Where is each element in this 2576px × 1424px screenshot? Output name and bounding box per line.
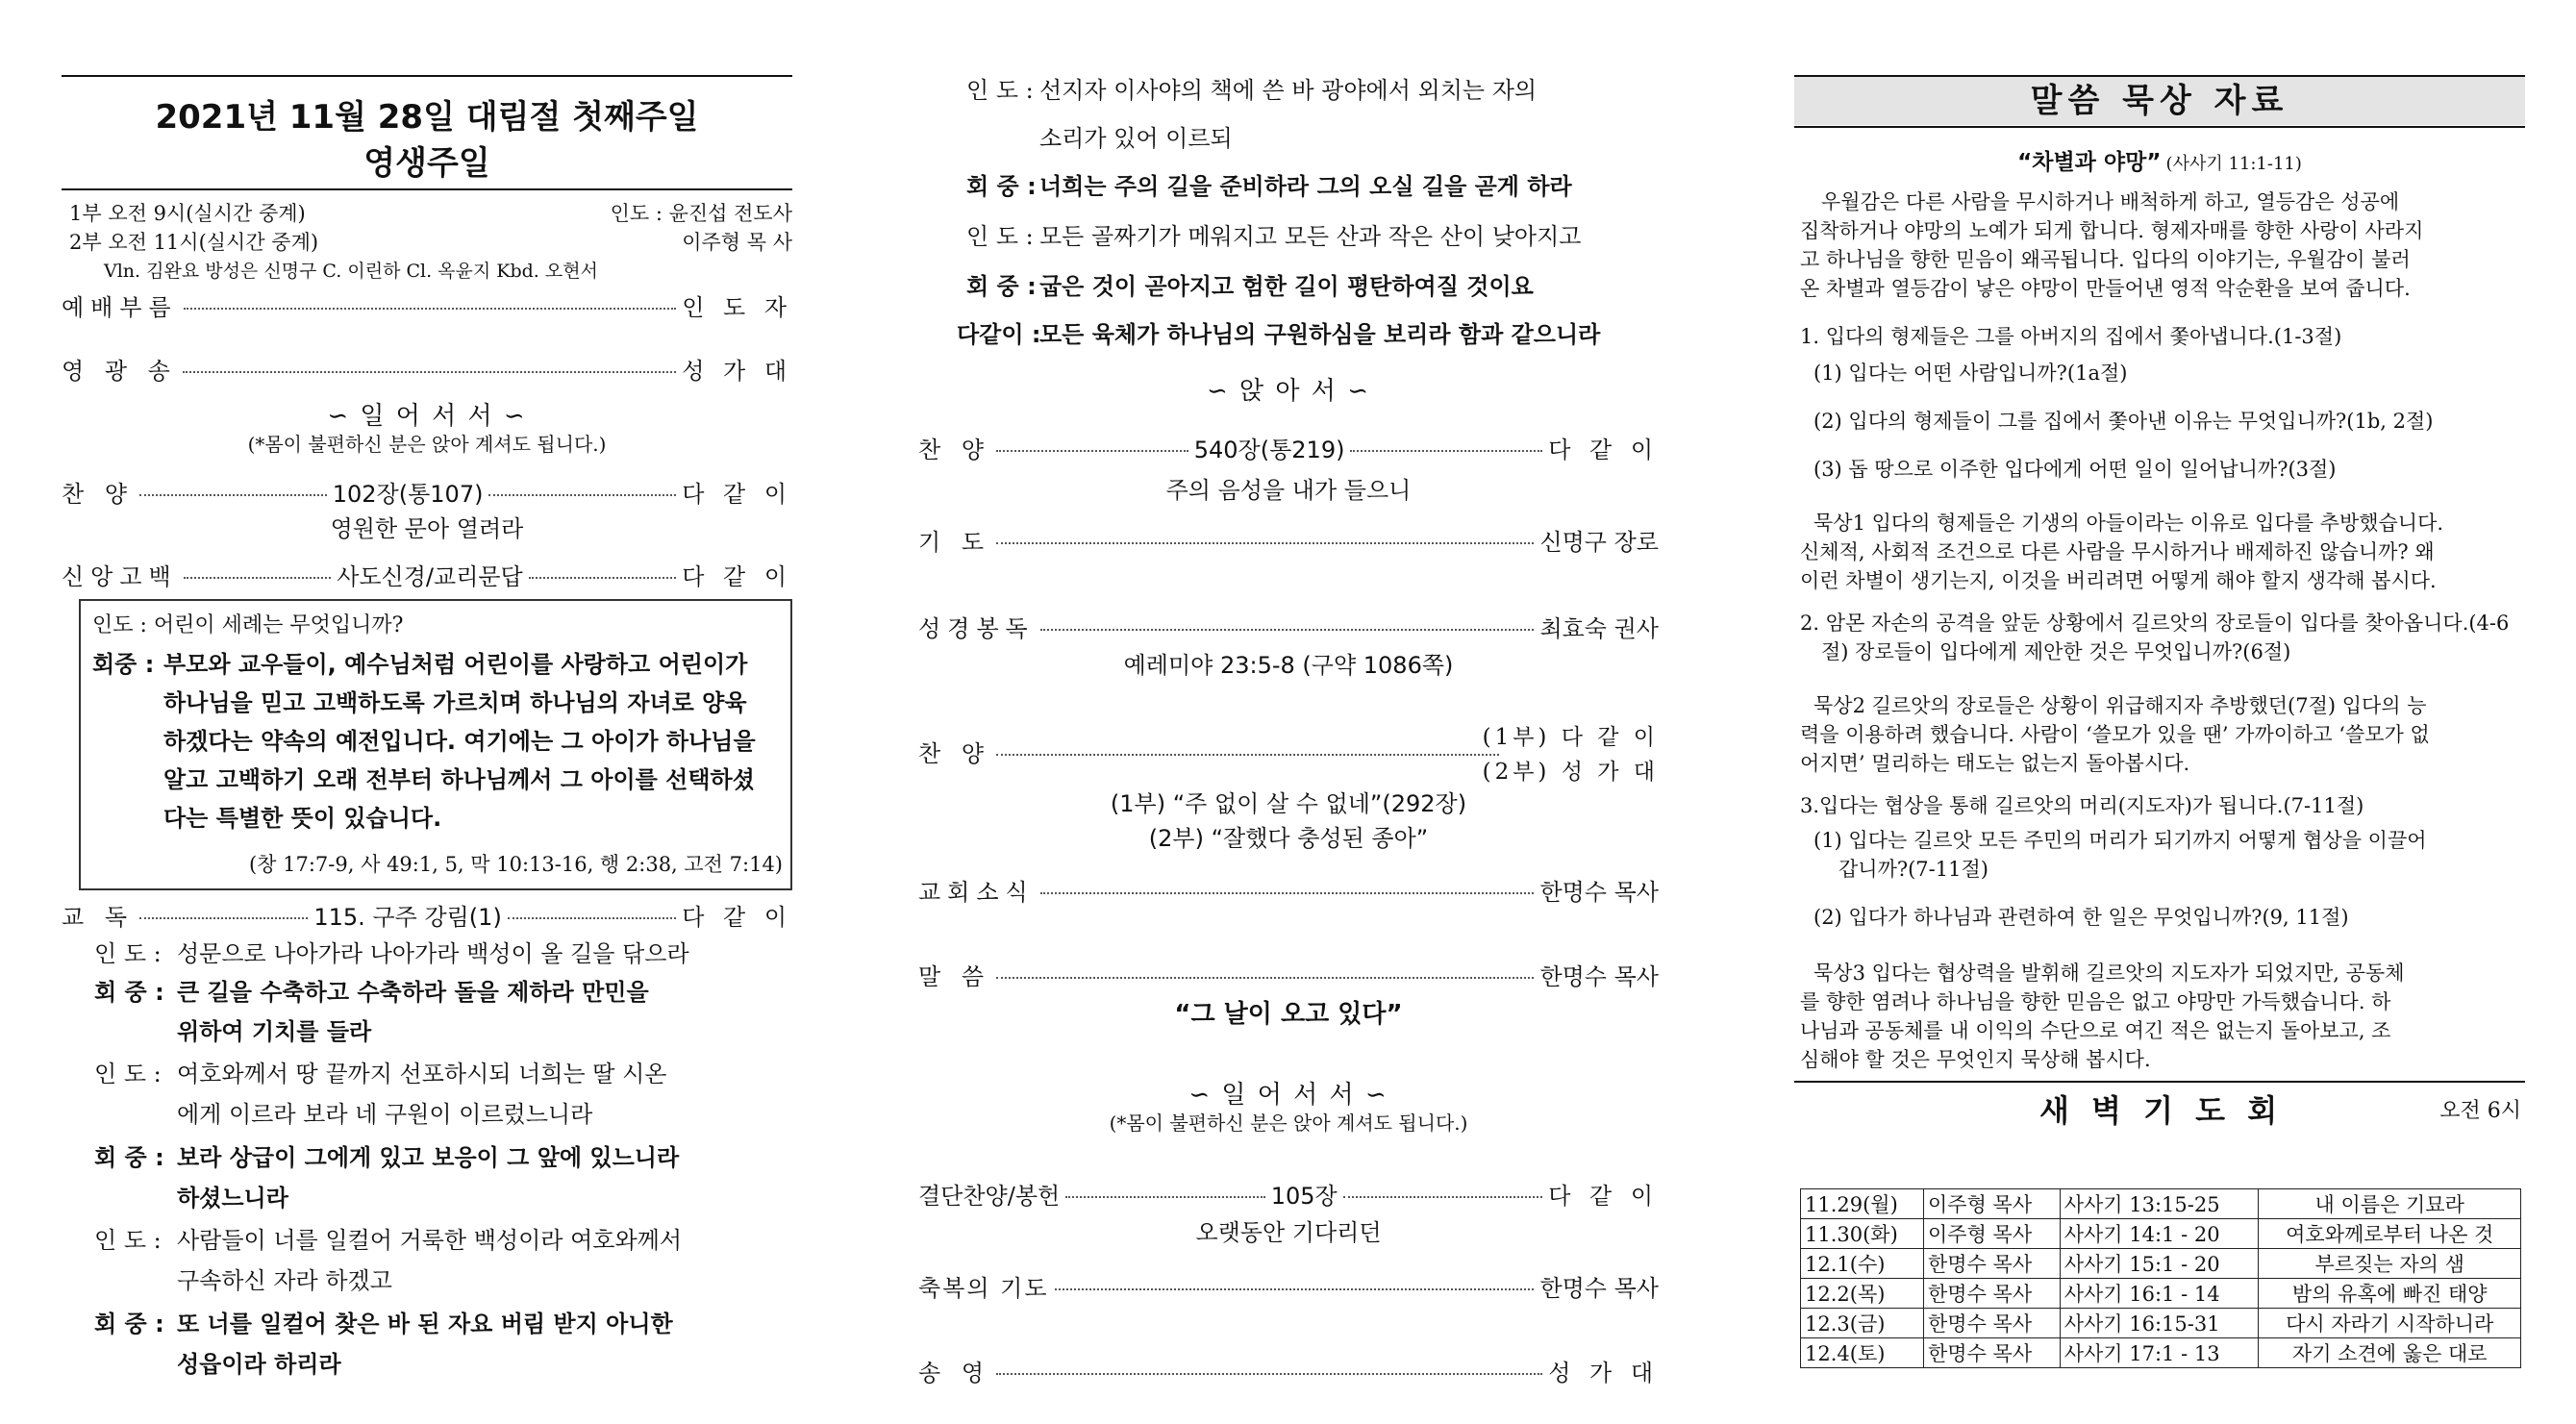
question-3b: (2) 입다가 하나님과 관련하여 한 일은 무엇입니까?(9, 11절) [1813,906,2349,929]
meditation-1-line: 묵상1 입다의 형제들은 기생의 아들이라는 이유로 입다를 추방했습니다. [1813,512,2444,535]
preacher-cell: 한명수 목사 [1924,1309,2061,1338]
reading-line: 성문으로 나아가라 나아가라 백성이 올 길을 닦으라 [177,940,689,967]
leader-dots [996,977,1534,979]
offering-hymn-title: 오랫동안 기다리던 [1195,1219,1382,1246]
order-responsive-reading [62,898,792,932]
meditation-3-line: 심해야 할 것은 무엇인지 묵상해 봅시다. [1800,1048,2151,1071]
order-right: 한명수 목사 [1539,879,1659,906]
passage-cell: 사사기 14:1 - 20 [2060,1219,2259,1249]
reading-line: 구속하신 자라 하겠고 [177,1267,392,1294]
date-cell: 11.29(월) [1801,1189,1924,1219]
stand-up-note: (*몸이 불편하신 분은 앉아 계셔도 됩니다.) [247,433,607,456]
creed-name: 사도신경/교리문답 [337,563,523,590]
topic-cell: 여호와께로부터 나온 것 [2259,1219,2521,1249]
intro-line: 집착하거나 야망의 노예가 되게 합니다. 형제자매를 향한 사랑이 사라지 [1800,219,2424,242]
order-announcements [918,873,1659,907]
question-3a-line: 갑니까?(7-11절) [1838,858,1988,881]
answer-line: 다는 특별한 뜻이 있습니다. [163,805,442,832]
leader-dots [996,1373,1542,1375]
answer-line: 하겠다는 약속의 예전입니다. 여기에는 그 아이가 하나님을 [163,728,756,755]
catechism-reference: (창 17:7-9, 사 49:1, 5, 막 10:13-16, 행 2:38, 고전 7:14) [248,853,783,876]
passage-cell: 사사기 16:15-31 [2060,1309,2259,1338]
stand-up-instruction: ∽ 일 어 서 서 ∽ [1188,1081,1388,1110]
subtitle-reference: (사사기 11:1-11) [2165,154,2302,174]
preacher-cell: 한명수 목사 [1924,1338,2061,1368]
leader-dots [996,450,1188,452]
order-right: 인 도 자 [682,294,792,321]
service2-leader: 이주형 목 사 [682,231,792,254]
preacher-cell: 한명수 목사 [1924,1279,2061,1309]
question-3: 3.입다는 협상을 통해 길르앗의 머리(지도자)가 됩니다.(7-11절) [1800,794,2364,817]
anthem-leader-1: (1부) 다 같 이 [1482,725,1659,750]
reading-line: 위하여 기치를 들라 [177,1018,372,1045]
question-text: 어린이 세례는 무엇입니까? [153,613,404,637]
topic-cell: 다시 자라기 시작하니라 [2259,1309,2521,1338]
offering-hymn: 105장 [1270,1183,1338,1210]
anthem-leader-2: (2부) 성 가 대 [1482,760,1659,785]
speaker-label: 인 도 : [94,1061,162,1087]
leader-dots [1350,450,1542,452]
order-call-to-worship [62,288,792,322]
leader-dots [1343,1196,1543,1198]
leader-dots [488,494,676,496]
order-label: 송 영 [918,1360,990,1387]
speaker-label: 회 중 : [966,173,1037,200]
reading-line: 성읍이라 하리라 [177,1351,341,1378]
bulletin-subtitle: 영생주일 [363,144,490,183]
table-row [1801,1338,2521,1368]
hymn-number: 102장(통107) [332,481,484,508]
stand-up-note: (*몸이 불편하신 분은 앉아 계셔도 됩니다.) [1109,1112,1468,1135]
reading-line: 모든 골짜기가 메워지고 모든 산과 작은 산이 낮아지고 [1039,223,1582,250]
dawn-prayer-rule [1794,1081,2525,1083]
order-right: 다 같 이 [682,904,792,931]
intro-line: 고 하나님을 향한 믿음이 왜곡됩니다. 입다의 이야기는, 우월감이 불러 [1800,248,2411,271]
meditation-bottom-rule [1794,126,2525,128]
reading-line: 너희는 주의 길을 준비하라 그의 오실 길을 곧게 하라 [1039,173,1572,200]
question-1b: (2) 입다의 형제들이 그를 집에서 쫓아낸 이유는 무엇입니까?(1b, 2절) [1813,410,2434,433]
leader-dots [139,917,308,919]
preacher-cell: 이주형 목사 [1924,1189,2061,1219]
title-top-rule [62,75,792,77]
answer-line: 하나님을 믿고 고백하도록 가르치며 하나님의 자녀로 양육 [163,689,747,716]
hymn-number: 540장(통219) [1193,437,1345,463]
reading-line: 여호와께서 땅 끝까지 선포하시되 너희는 딸 시온 [177,1061,667,1087]
leader-dots [184,577,331,579]
question-3a-line: (1) 입다는 길르앗 모든 주민의 머리가 되기까지 어떻게 협상을 이끌어 [1813,829,2427,852]
date-cell: 11.30(화) [1801,1219,1924,1249]
order-label: 축복의 기도 [918,1275,1049,1302]
order-right: 다 같 이 [1548,437,1659,463]
speaker-label: 인 도 : [94,1227,162,1254]
topic-cell: 내 이름은 기묘라 [2259,1189,2521,1219]
speaker-label: 회 중 : [94,1311,164,1337]
topic-cell: 부르짖는 자의 샘 [2259,1249,2521,1279]
order-postlude [918,1354,1659,1387]
order-label: 교회소식 [918,879,1035,906]
reading-line: 선지자 이사야의 책에 쓴 바 광야에서 외치는 자의 [1039,77,1538,104]
leader-dots [508,917,676,919]
leader-dots [1055,1288,1535,1290]
answer-line: 부모와 교우들이, 예수님처럼 어린이를 사랑하고 어린이가 [163,651,748,678]
service1-time: 1부 오전 9시(실시간 중계) [69,202,306,225]
anthem-song-2: (2부) “잘했다 충성된 종아” [1148,825,1429,852]
meditation-title: 말씀 묵상 자료 [1794,77,2525,125]
leader-dots [139,494,327,496]
reading-line: 굽은 것이 곧아지고 험한 길이 평탄하여질 것이요 [1039,273,1534,300]
meditation-2-line: 어지면’ 멀리하는 태도는 없는지 돌아봅시다. [1800,752,2190,775]
meditation-subtitle [1794,144,2525,176]
bulletin-title: 2021년 11월 28일 대림절 첫째주일 [155,98,699,137]
topic-cell: 밤의 유혹에 빠진 태양 [2259,1279,2521,1309]
speaker-label: 인도 : [92,613,147,637]
meditation-3-line: 를 향한 염려나 하나님을 향한 믿음은 없고 야망만 가득했습니다. 하 [1800,990,2391,1013]
meditation-2-line: 묵상2 길르앗의 장로들은 상황이 위급해지자 추방했던(7절) 입다의 능 [1813,694,2427,717]
leader-dots [529,577,676,579]
meditation-3-line: 묵상3 입다는 협상력을 발휘해 길르앗의 지도자가 되었지만, 공동체 [1813,962,2405,985]
order-label: 말 씀 [918,963,990,990]
table-row [1801,1279,2521,1309]
reading-line: 또 너를 일컬어 찾은 바 된 자요 버림 받지 아니한 [177,1311,673,1337]
meditation-2-line: 력을 이용하려 했습니다. 사람이 ‘쓸모가 있을 땐’ 가까이하고 ‘쓸모가 없 [1800,723,2430,746]
preacher-cell: 한명수 목사 [1924,1249,2061,1279]
table-row [1801,1309,2521,1338]
speaker-label: 다같이 : [957,321,1041,348]
question-1c: (3) 돕 땅으로 이주한 입다에게 어떤 일이 일어납니까?(3절) [1813,458,2337,481]
speaker-label: 인 도 : [966,77,1034,104]
speaker-label: 회 중 : [94,979,164,1006]
stand-up-instruction: ∽ 일 어 서 서 ∽ [327,402,527,431]
date-cell: 12.1(수) [1801,1249,1924,1279]
order-sermon [918,958,1659,991]
order-hymn [62,475,792,509]
reading-line: 보라 상급이 그에게 있고 보응이 그 앞에 있느니라 [177,1144,680,1171]
meditation-3-line: 나님과 공동체를 내 이익의 수단으로 여긴 적은 없는지 돌아보고, 조 [1800,1019,2391,1042]
order-right: 신명구 장로 [1539,529,1659,556]
hymn-title: 영원한 문아 열려라 [330,515,524,542]
sermon-title: “그 날이 오고 있다” [1174,1000,1403,1029]
reading-line: 모든 육체가 하나님의 구원하심을 보리라 함과 같으니라 [1039,321,1601,348]
leader-dots [183,371,676,373]
leader-dots [996,542,1534,544]
sit-down-instruction: ∽ 앉 아 서 ∽ [1207,377,1370,406]
order-label: 성경봉독 [918,615,1035,642]
order-right: 한명수 목사 [1539,1275,1659,1302]
reading-line: 소리가 있어 이르되 [1039,125,1233,152]
speaker-label: 회 중 : [94,1144,164,1171]
order-offering [918,1177,1659,1211]
leader-dots [184,308,676,310]
dawn-prayer-time: 오전 6시 [2439,1099,2521,1123]
order-right: 성 가 대 [1548,1360,1659,1387]
question-1: 1. 입다의 형제들은 그를 아버지의 집에서 쫓아냅니다.(1-3절) [1800,325,2342,348]
order-label: 신앙고백 [62,563,178,590]
question-2-line: 2. 암몬 자손의 공격을 앞둔 상황에서 길르앗의 장로들이 입다를 찾아옵니다.(4-6 [1800,612,2510,635]
reading-title: 115. 구주 강림(1) [313,904,502,931]
title-bottom-rule [62,188,792,190]
date-cell: 12.3(금) [1801,1309,1924,1338]
speaker-label: 인 도 : [966,223,1034,250]
hymn-title: 주의 음성을 내가 들으니 [1165,477,1412,504]
speaker-label: 회중 : [92,651,155,678]
catechism-box [79,599,792,890]
date-cell: 12.2(목) [1801,1279,1924,1309]
dawn-prayer-table [1800,1188,2521,1368]
musicians: Vln. 김완요 방성은 신명구 C. 이린하 Cl. 옥윤지 Kbd. 오현서 [104,261,598,282]
question-2-line: 절) 장로들이 입다에게 제안한 것은 무엇입니까?(6절) [1821,640,2291,663]
order-right: 한명수 목사 [1539,963,1659,990]
leader-dots [996,754,1499,756]
order-label: 찬 양 [62,481,134,508]
leader-dots [1065,1196,1265,1198]
topic-cell: 자기 소견에 옳은 대로 [2259,1338,2521,1368]
anthem-song-1: (1부) “주 없이 살 수 없네”(292장) [1110,790,1467,817]
meditation-1-line: 이런 차별이 생기는지, 이것을 버리려면 어떻게 해야 할지 생각해 봅시다. [1800,569,2437,592]
order-benediction [918,1269,1659,1303]
left-column [62,0,792,1424]
speaker-label: 회 중 : [966,273,1037,300]
order-label: 찬 양 [918,740,990,767]
passage-cell: 사사기 16:1 - 14 [2060,1279,2259,1309]
meditation-1-line: 신체적, 사회적 조건으로 다른 사람을 무시하거나 배제하진 않습니까? 왜 [1800,540,2435,563]
leader-dots [1040,892,1535,894]
order-label: 결단찬양/봉헌 [918,1183,1061,1210]
passage-cell: 사사기 15:1 - 20 [2060,1249,2259,1279]
table-row [1801,1249,2521,1279]
table-row [1801,1189,2521,1219]
order-right: 다 같 이 [1548,1183,1660,1210]
order-scripture [918,610,1659,643]
reading-line: 사람들이 너를 일컬어 거룩한 백성이라 여호와께서 [177,1227,683,1254]
subtitle-text: “차별과 야망” [2017,150,2162,175]
dawn-prayer-title: 새 벽 기 도 회 [2039,1092,2284,1129]
order-gloria [62,352,792,386]
reading-line: 에게 이르라 보라 네 구원이 이르렀느니라 [177,1101,593,1128]
preacher-cell: 이주형 목사 [1924,1219,2061,1249]
order-prayer [918,523,1659,557]
order-right: 최효숙 권사 [1539,615,1659,642]
order-right: 다 같 이 [682,563,792,590]
intro-line: 우월감은 다른 사람을 무시하거나 배척하게 하고, 열등감은 성공에 [1821,190,2400,213]
passage-cell: 사사기 13:15-25 [2060,1189,2259,1219]
service2-time: 2부 오전 11시(실시간 중계) [69,231,319,254]
catechism-question [92,609,403,638]
right-column [1794,0,2525,1424]
scripture-reference: 예레미야 23:5-8 (구약 1086쪽) [1123,652,1454,679]
leader-dots [1040,629,1535,631]
middle-column [918,0,1659,1424]
order-label: 교 독 [62,904,134,931]
question-1a: (1) 입다는 어떤 사람입니까?(1a절) [1813,362,2128,385]
order-right: 성 가 대 [682,358,792,385]
order-hymn [918,431,1659,464]
service1-leader: 인도 : 윤진섭 전도사 [610,202,792,225]
answer-line: 알고 고백하기 오래 전부터 하나님께서 그 아이를 선택하셨 [163,766,755,793]
date-cell: 12.4(토) [1801,1338,1924,1368]
order-label: 찬 양 [918,437,990,463]
intro-line: 온 차별과 열등감이 낳은 야망이 만들어낸 영적 악순환을 보여 줍니다. [1800,277,2411,300]
order-label: 영 광 송 [62,358,177,385]
table-row [1801,1219,2521,1249]
reading-line: 큰 길을 수축하고 수축하라 돌을 제하라 만민을 [177,979,649,1006]
order-label: 예배부름 [62,294,178,321]
order-creed [62,558,792,591]
reading-line: 하셨느니라 [177,1185,288,1212]
passage-cell: 사사기 17:1 - 13 [2060,1338,2259,1368]
order-right: 다 같 이 [682,481,792,508]
speaker-label: 인 도 : [94,940,162,967]
order-label: 기 도 [918,529,990,556]
